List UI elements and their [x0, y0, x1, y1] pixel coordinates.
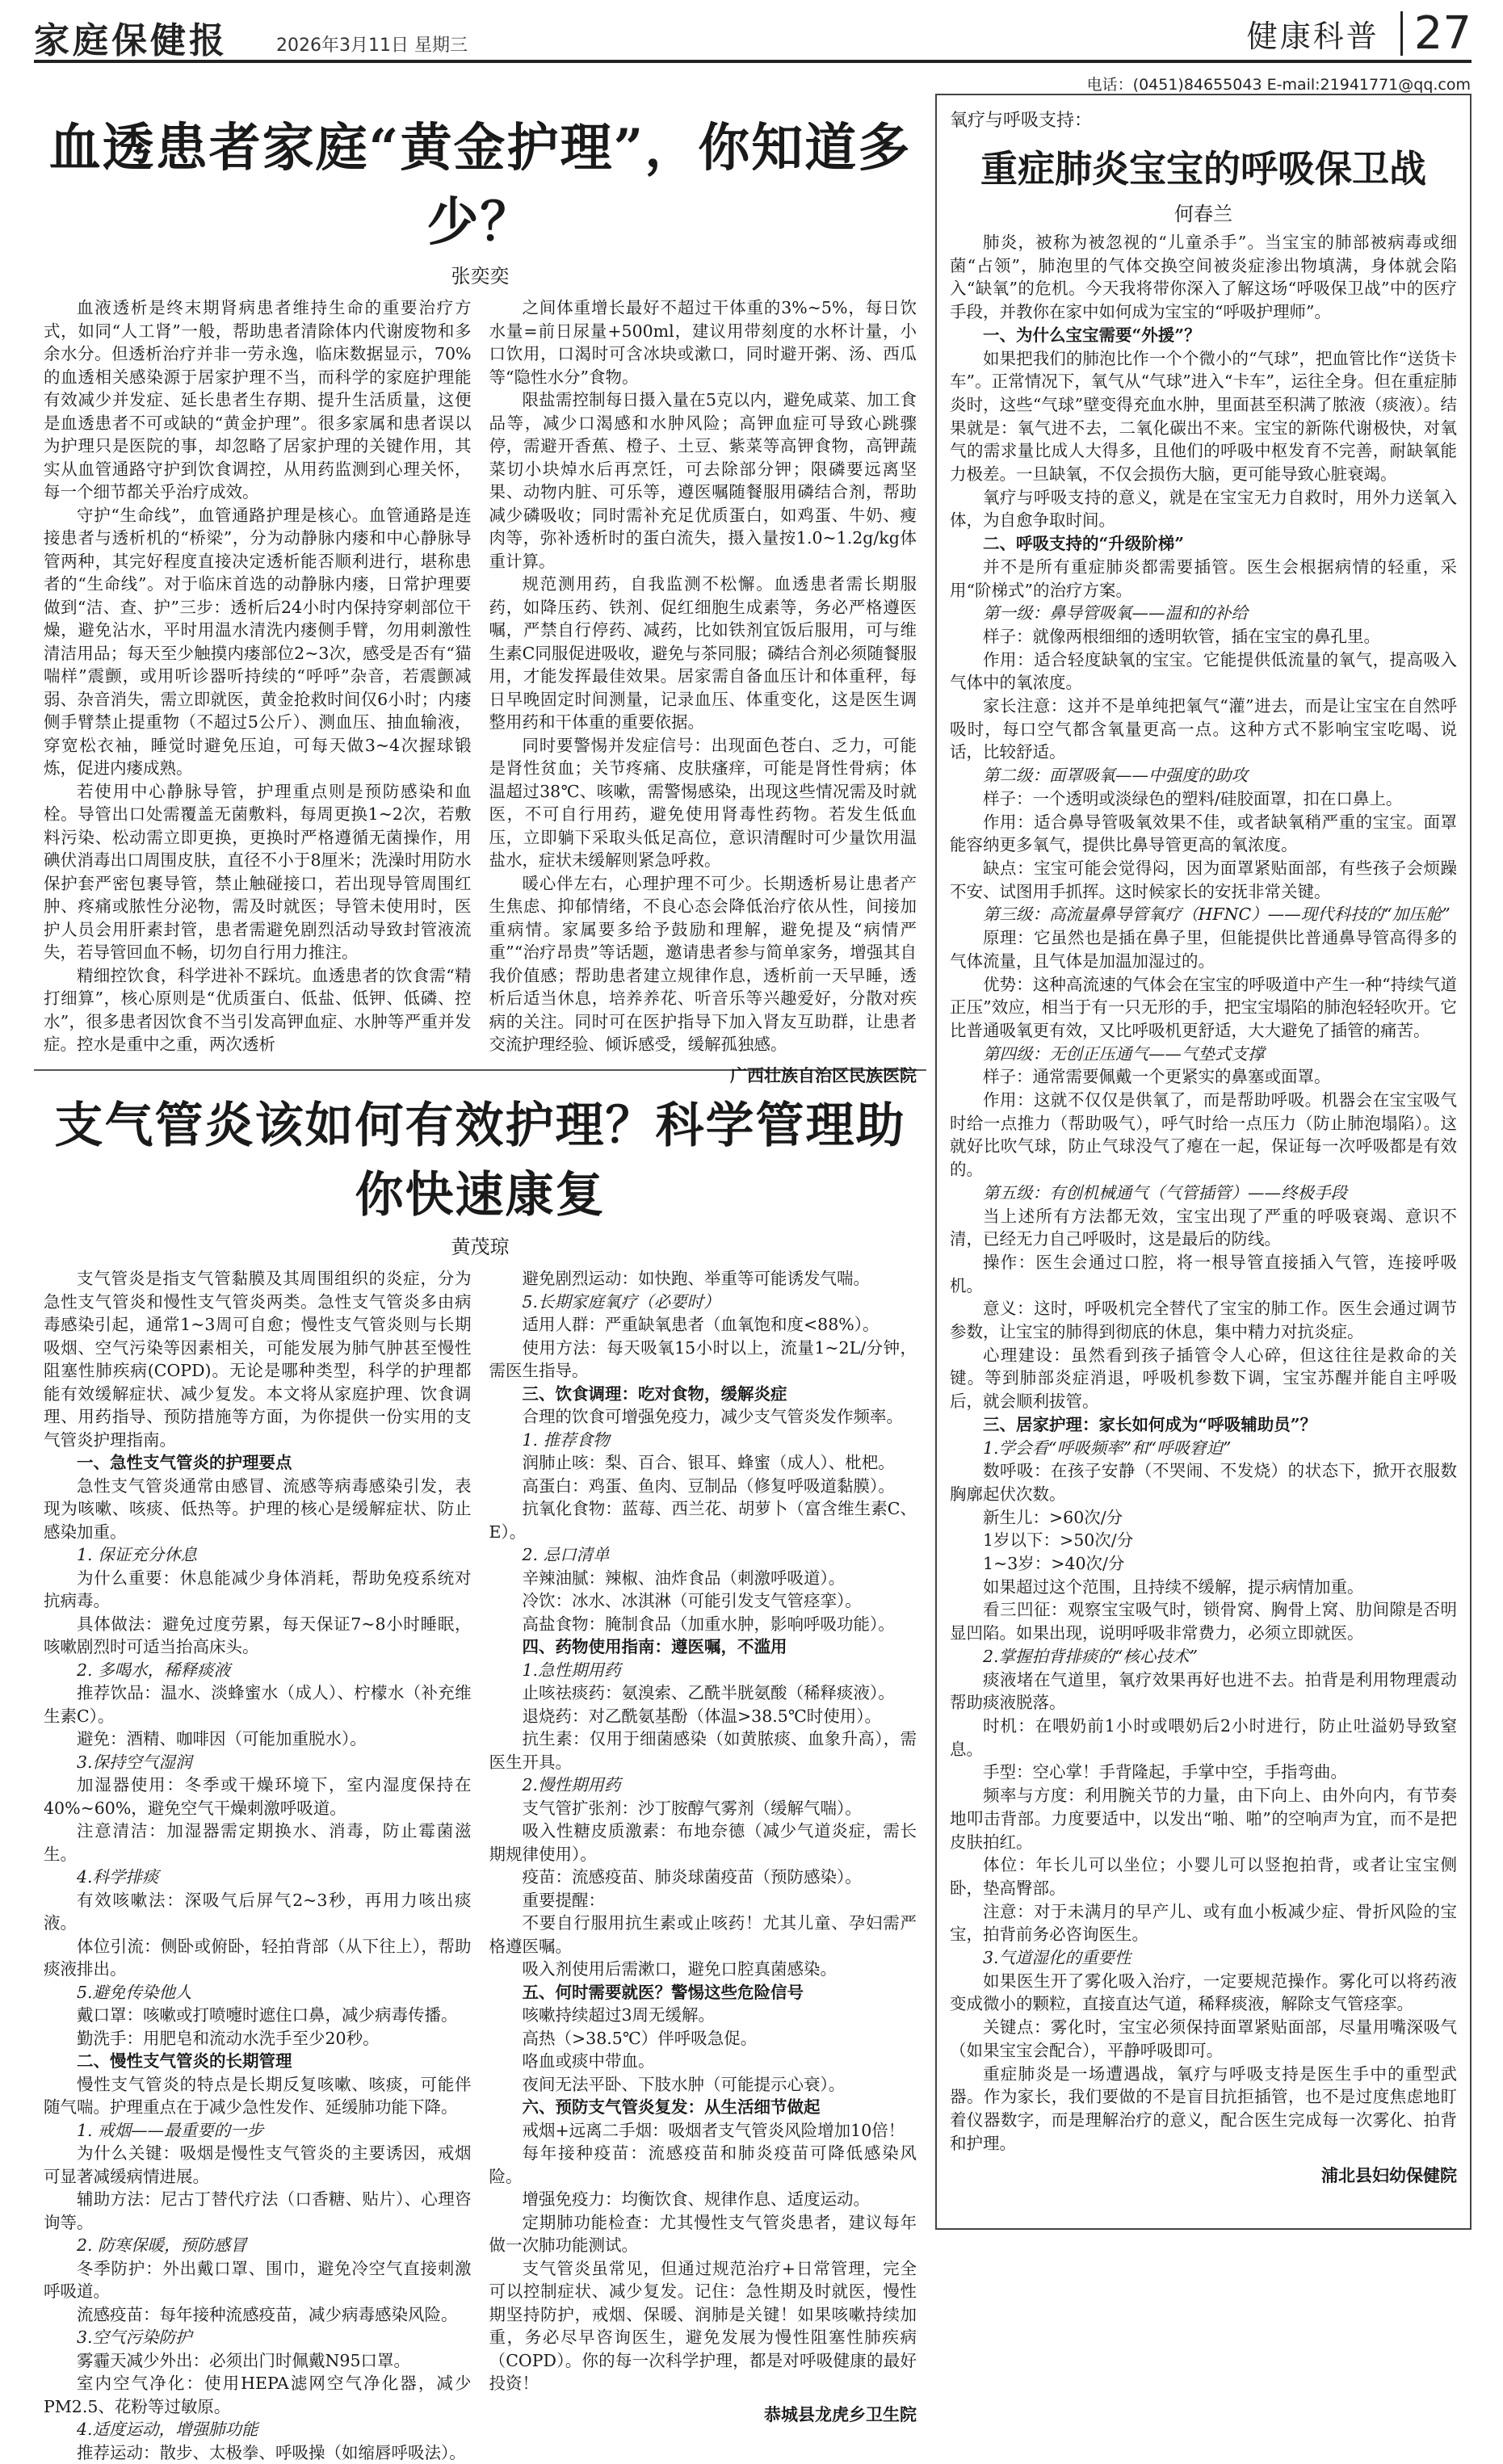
article-title: 重症肺炎宝宝的呼吸保卫战: [950, 140, 1457, 193]
section-heading: 二、慢性支气管炎的长期管理: [44, 2050, 472, 2073]
paragraph: 吸入性糖皮质激素：布地奈德（减少气道炎症，需长期规律使用）。: [489, 1820, 917, 1866]
paragraph: 为什么重要：休息能减少身体消耗，帮助免疫系统对抗病毒。: [44, 1567, 472, 1613]
paragraph: 吸入剂使用后需漱口，避免口腔真菌感染。: [489, 1958, 917, 1981]
paragraph: 室内空气净化：使用HEPA滤网空气净化器，减少PM2.5、花粉等过敏原。: [44, 2372, 472, 2418]
subsection-heading: 第五级：有创机械通气（气管插管）——终极手段: [950, 1182, 1457, 1205]
section-heading: 六、预防支气管炎复发：从生活细节做起: [489, 2096, 917, 2119]
paragraph: 作用：这就不仅仅是供氧了，而是帮助呼吸。机器会在宝宝吸气时给一点推力（帮助吸气），呼气时给一点压力（防止肺泡塌陷）。这就好比吹气球，防止气球没气了瘪在一起，保证每一次呼吸都是有效的。: [950, 1089, 1457, 1182]
paragraph: 急性支气管炎通常由感冒、流感等病毒感染引发，表现为咳嗽、咳痰、低热等。护理的核心是缓解症状、防止感染加重。: [44, 1475, 472, 1544]
article-title: 血透患者家庭“黄金护理”，你知道多少？: [34, 107, 926, 255]
paragraph: 并不是所有重症肺炎都需要插管。医生会根据病情的轻重，采用“阶梯式”的治疗方案。: [950, 556, 1457, 602]
article-column: [44, 1267, 472, 2464]
section-heading: 三、居家护理：家长如何成为“呼吸辅助员”？: [950, 1413, 1457, 1437]
paragraph: 避免剧烈运动：如快跑、举重等可能诱发气喘。: [489, 1267, 917, 1291]
paragraph: 样子：通常需要佩戴一个更紧实的鼻塞或面罩。: [950, 1065, 1457, 1089]
paragraph: 注意清洁：加湿器需定期换水、消毒，防止霉菌滋生。: [44, 1820, 472, 1866]
article-column: [950, 231, 1457, 2155]
paragraph: 操作：医生会通过口腔，将一根导管直接插入气管，连接呼吸机。: [950, 1251, 1457, 1297]
article-title: 支气管炎该如何有效护理？科学管理助你快速康复: [34, 1087, 926, 1226]
page-number: 27: [1403, 7, 1472, 60]
paragraph: 同时要警惕并发症信号：出现面色苍白、乏力，可能是肾性贫血；关节疼痛、皮肤瘙痒，可能是肾性骨病；体温超过38℃、咳嗽，需警惕感染，出现这些情况需及时就医，不可自行用药，避免使用肾毒性药物。若发生低血压，立即躺下采取头低足高位，意识清醒时可少量饮用温盐水，症状未缓解则紧急呼救。: [489, 734, 917, 872]
section-name: 健康科普: [1247, 11, 1403, 56]
paragraph: 戴口罩：咳嗽或打喷嚏时遮住口鼻，减少病毒传播。: [44, 2004, 472, 2027]
paragraph: 限盐需控制每日摄入量在5克以内，避免咸菜、加工食品等，减少口渴感和水肿风险；高钾血症可导致心跳骤停，需避开香蕉、橙子、土豆、紫菜等高钾食物，高钾蔬菜切小块焯水后再烹饪，可去除部分钾；限磷要远离坚果、动物内脏、可乐等，遵医嘱随餐服用磷结合剂，帮助减少磷吸收；同时需补充足优质蛋白，如鸡蛋、牛奶、瘦肉等，弥补透析时的蛋白流失，摄入量按1.0~1.2g/kg体重计算。: [489, 388, 917, 573]
paragraph: 适用人群：严重缺氧患者（血氧饱和度<88%）。: [489, 1313, 917, 1337]
paragraph: 痰液堵在气道里，氧疗效果再好也进不去。拍背是利用物理震动帮助痰液脱落。: [950, 1669, 1457, 1715]
subsection-heading: 2.慢性期用药: [489, 1773, 917, 1797]
paragraph: 夜间无法平卧、下肢水肿（可能提示心衰）。: [489, 2073, 917, 2097]
paragraph: 慢性支气管炎的特点是长期反复咳嗽、咳痰，可能伴随气喘。护理重点在于减少急性发作、延缓肺功能下降。: [44, 2073, 472, 2119]
subsection-heading: 第三级：高流量鼻导管氧疗（HFNC）——现代科技的“加压舱”: [950, 903, 1457, 926]
paragraph: 咳嗽持续超过3周无缓解。: [489, 2004, 917, 2027]
paragraph: 高热（>38.5℃）伴呼吸急促。: [489, 2027, 917, 2051]
paragraph: 肺炎，被称为被忽视的“儿童杀手”。当宝宝的肺部被病毒或细菌“占领”，肺泡里的气体交换空间被炎症渗出物填满，身体就会陷入“缺氧”的危机。今天我将带你深入了解这场“呼吸保卫战”中的医疗手段，并教你在家中如何成为宝宝的“呼吸护理师”。: [950, 231, 1457, 324]
subsection-heading: 3.气道湿化的重要性: [950, 1946, 1457, 1970]
subsection-heading: 1.急性期用药: [489, 1659, 917, 1682]
article-author: 张奕奕: [34, 260, 926, 288]
paragraph: 频率与方度：利用腕关节的力量，由下向上、由外向内，有节奏地叩击背部。力度要适中，以发出“啪、啪”的空响声为宜，而不是把皮肤拍红。: [950, 1784, 1457, 1853]
subsection-heading: 1. 推荐食物: [489, 1429, 917, 1452]
paragraph: 重要提醒：: [489, 1889, 917, 1912]
paragraph: 润肺止咳：梨、百合、银耳、蜂蜜（成人）、枇杷。: [489, 1451, 917, 1475]
paragraph: 原理：它虽然也是插在鼻子里，但能提供比普通鼻导管高得多的气体流量，且气体是加温加湿过的。: [950, 926, 1457, 972]
article-pneumonia: [935, 94, 1472, 2230]
paragraph: 作用：适合鼻导管吸氧效果不佳，或者缺氧稍严重的宝宝。面罩能容纳更多氧气，提供比鼻导管更高的氧浓度。: [950, 811, 1457, 857]
paragraph: 增强免疫力：均衡饮食、规律作息、适度运动。: [489, 2188, 917, 2211]
article-source: 广西壮族自治区民族医院: [489, 1064, 917, 1088]
paragraph: 辅助方法：尼古丁替代疗法（口香糖、贴片）、心理咨询等。: [44, 2188, 472, 2234]
subsection-heading: 第四级：无创正压通气——气垫式支撑: [950, 1043, 1457, 1066]
contact-line: 电话：(0451)84655043 E-mail:21941771@qq.com: [1087, 73, 1471, 94]
paragraph: 1~3岁：>40次/分: [950, 1552, 1457, 1576]
masthead-left: [34, 11, 468, 63]
paragraph: 数呼吸：在孩子安静（不哭闹、不发烧）的状态下，掀开衣服数胸廓起伏次数。: [950, 1459, 1457, 1505]
section-heading: 三、饮食调理：吃对食物，缓解炎症: [489, 1383, 917, 1406]
subsection-heading: 第一级：鼻导管吸氧——温和的补给: [950, 602, 1457, 625]
paragraph: 具体做法：避免过度劳累，每天保证7~8小时睡眠，咳嗽剧烈时可适当抬高床头。: [44, 1613, 472, 1659]
paragraph: 样子：就像两根细细的透明软管，插在宝宝的鼻孔里。: [950, 625, 1457, 649]
subsection-heading: 2.掌握拍背排痰的“核心技术”: [950, 1645, 1457, 1669]
section-heading: 一、急性支气管炎的护理要点: [44, 1451, 472, 1475]
article-columns: [34, 1267, 926, 2464]
paragraph: 勤洗手：用肥皂和流动水洗手至少20秒。: [44, 2027, 472, 2051]
paragraph: 每年接种疫苗：流感疫苗和肺炎疫苗可降低感染风险。: [489, 2142, 917, 2188]
paragraph: 戒烟+远离二手烟：吸烟者支气管炎风险增加10倍！: [489, 2119, 917, 2143]
masthead-right: [1247, 6, 1472, 60]
paragraph: 止咳祛痰药：氨溴索、乙酰半胱氨酸（稀释痰液）。: [489, 1681, 917, 1705]
paragraph: 退烧药：对乙酰氨基酚（体温>38.5℃时使用）。: [489, 1705, 917, 1728]
subsection-heading: 3.保持空气湿润: [44, 1751, 472, 1774]
section-heading: 二、呼吸支持的“升级阶梯”: [950, 532, 1457, 556]
paragraph: 支气管炎虽常见，但通过规范治疗+日常管理，完全可以控制症状、减少复发。记住：急性期及时就医，慢性期坚持防护，戒烟、保暖、润肺是关键！如果咳嗽持续加重，务必尽早咨询医生，避免发展为慢性阻塞性肺疾病（COPD）。你的每一次科学护理，都是对呼吸健康的最好投资！: [489, 2257, 917, 2395]
subsection-heading: 1. 保证充分休息: [44, 1543, 472, 1567]
paragraph: 暖心伴左右，心理护理不可少。长期透析易让患者产生焦虑、抑郁情绪，不良心态会降低治疗依从性，间接加重病情。家属要多给予鼓励和理解，避免提及“病情严重”“治疗昂贵”等话题，邀请患者参与简单家务，增强其自我价值感；帮助患者建立规律作息，透析前一天早睡，透析后适当休息，培养养花、听音乐等兴趣爱好，分散对疾病的关注。同时可在医护指导下加入肾友互助群，让患者交流护理经验、倾诉感受，缓解孤独感。: [489, 872, 917, 1056]
paragraph: 支气管炎是指支气管黏膜及其周围组织的炎症，分为急性支气管炎和慢性支气管炎两类。急性支气管炎多由病毒感染引起，通常1~3周可自愈；慢性支气管炎则与长期吸烟、空气污染等因素相关，可能发展为肺气肿甚至慢性阻塞性肺疾病(COPD)。无论是哪种类型，科学的护理都能有效缓解症状、减少复发。本文将从家庭护理、饮食调理、用药指导、预防措施等方面，为你提供一份实用的支气管炎护理指南。: [44, 1267, 472, 1451]
paragraph: 高盐食物：腌制食品（加重水肿，影响呼吸功能）。: [489, 1613, 917, 1636]
paragraph: 精细控饮食，科学进补不踩坑。血透患者的饮食需“精打细算”，核心原则是“优质蛋白、低盐、低钾、低磷、控水”，很多患者因饮食不当引发高钾血症、水肿等严重并发症。控水是重中之重，两次透析: [44, 964, 472, 1056]
paragraph: 时机：在喂奶前1小时或喂奶后2小时进行，防止吐溢奶导致窒息。: [950, 1715, 1457, 1761]
paragraph: 守护“生命线”，血管通路护理是核心。血管通路是连接患者与透析机的“桥梁”，分为动静脉内瘘和中心静脉导管两种，其完好程度直接决定透析能否顺利进行，堪称患者的“生命线”。对于临床首选的动静脉内瘘，日常护理要做到“洁、查、护”三步：透析后24小时内保持穿刺部位干燥，避免沾水，平时用温水清洗内瘘侧手臂，勿用刺激性清洁用品；每天至少触摸内瘘部位2~3次，感受是否有“猫喘样”震颤，或用听诊器听持续的“呼呼”杂音，若震颤减弱、杂音消失，需立即就医，黄金抢救时间仅6小时；内瘘侧手臂禁止提重物（不超过5公斤）、测血压、抽血输液，穿宽松衣袖，睡觉时避免压迫，可每天做3~4次握球锻炼，促进内瘘成熟。: [44, 504, 472, 780]
paragraph: 加湿器使用：冬季或干燥环境下，室内湿度保持在40%~60%，避免空气干燥刺激呼吸道。: [44, 1773, 472, 1820]
paragraph: 推荐运动：散步、太极拳、呼吸操（如缩唇呼吸法）。: [44, 2441, 472, 2464]
subsection-heading: 2. 忌口清单: [489, 1543, 917, 1567]
section-heading: 一、为什么宝宝需要“外援”？: [950, 324, 1457, 347]
subsection-heading: 第二级：面罩吸氧——中强度的助攻: [950, 764, 1457, 787]
paragraph: 意义：这时，呼吸机完全替代了宝宝的肺工作。医生会通过调节参数，让宝宝的肺得到彻底的休息，集中精力对抗炎症。: [950, 1297, 1457, 1343]
paragraph: 辛辣油腻：辣椒、油炸食品（刺激呼吸道）。: [489, 1567, 917, 1590]
paragraph: 手型：空心掌！手背隆起，手掌中空，手指弯曲。: [950, 1761, 1457, 1784]
paragraph: 样子：一个透明或淡绿色的塑料/硅胶面罩，扣在口鼻上。: [950, 787, 1457, 811]
paragraph: 1岁以下：>50次/分: [950, 1529, 1457, 1552]
article-author: 黄茂琼: [34, 1231, 926, 1259]
section-heading: 五、何时需要就医？警惕这些危险信号: [489, 1981, 917, 2004]
paragraph: 为什么关键：吸烟是慢性支气管炎的主要诱因，戒烟可显著减缓病情进展。: [44, 2142, 472, 2188]
article-source: 浦北县妇幼保健院: [950, 2163, 1457, 2187]
subsection-heading: 2. 防寒保暖，预防感冒: [44, 2234, 472, 2257]
paragraph: 之间体重增长最好不超过干体重的3%~5%，每日饮水量=前日尿量+500ml，建议用带刻度的水杯计量，小口饮用，口渴时可含冰块或漱口，同时避开粥、汤、西瓜等“隐性水分”食物。: [489, 296, 917, 388]
subsection-heading: 4.适度运动，增强肺功能: [44, 2418, 472, 2441]
article-column: [489, 296, 917, 1087]
paragraph: 如果把我们的肺泡比作一个个微小的“气球”，把血管比作“送货卡车”。正常情况下，氧气从“气球”进入“卡车”，运往全身。但在重症肺炎时，这些“气球”壁变得充血水肿，里面甚至积满了脓液（痰液）。结果就是：氧气进不去，二氧化碳出不来。宝宝的新陈代谢极快，对氧气的需求量比成人大得多，且他们的呼吸中枢发育不完善，耐缺氧能力极差。一旦缺氧，不仅会损伤大脑，更可能导致心脏衰竭。: [950, 347, 1457, 486]
article-columns: [34, 296, 926, 1087]
paragraph: 优势：这种高流速的气体会在宝宝的呼吸道中产生一种“持续气道正压”效应，相当于有一只无形的手，把宝宝塌陷的肺泡轻轻吹开。它比普通吸氧更有效，又比呼吸机更舒适，大大避免了插管的痛苦。: [950, 973, 1457, 1043]
paragraph: 抗氧化食物：蓝莓、西兰花、胡萝卜（富含维生素C、E）。: [489, 1497, 917, 1543]
paragraph: 定期肺功能检查：尤其慢性支气管炎患者，建议每年做一次肺功能测试。: [489, 2211, 917, 2257]
paragraph: 合理的饮食可增强免疫力，减少支气管炎发作频率。: [489, 1405, 917, 1429]
paragraph: 注意：对于未满月的早产儿、或有血小板减少症、骨折风险的宝宝，拍背前务必咨询医生。: [950, 1900, 1457, 1946]
publication-date: 2026年3月11日 星期三: [276, 31, 468, 57]
paragraph: 抗生素：仅用于细菌感染（如黄脓痰、血象升高），需医生开具。: [489, 1727, 917, 1773]
paragraph: 如果超过这个范围，且持续不缓解，提示病情加重。: [950, 1576, 1457, 1599]
article-source: 恭城县龙虎乡卫生院: [489, 2403, 917, 2427]
column-body: [489, 296, 917, 1056]
paragraph: 使用方法：每天吸氧15小时以上，流量1~2L/分钟，需医生指导。: [489, 1337, 917, 1383]
paragraph: 疫苗：流感疫苗、肺炎球菌疫苗（预防感染）。: [489, 1866, 917, 1889]
paragraph: 雾霾天减少外出：必须出门时佩戴N95口罩。: [44, 2349, 472, 2373]
article-author: 何春兰: [950, 198, 1457, 226]
paragraph: 心理建设：虽然看到孩子插管令人心碎，但这往往是救命的关键。等到肺部炎症消退，呼吸机参数下调，宝宝苏醒并能自主呼吸后，就会顺利拔管。: [950, 1344, 1457, 1413]
paragraph: 高蛋白：鸡蛋、鱼肉、豆制品（修复呼吸道黏膜）。: [489, 1475, 917, 1498]
paragraph: 支气管扩张剂：沙丁胺醇气雾剂（缓解气喘）。: [489, 1797, 917, 1820]
subsection-heading: 1.学会看“呼吸频率”和“呼吸窘迫”: [950, 1437, 1457, 1460]
paragraph: 氧疗与呼吸支持的意义，就是在宝宝无力自救时，用外力送氧入体，为自愈争取时间。: [950, 486, 1457, 532]
paragraph: 新生儿：>60次/分: [950, 1506, 1457, 1530]
paragraph: 家长注意：这并不是单纯把氧气“灌”进去，而是让宝宝在自然呼吸时，每口空气都含氧量更高一点。这种方式不影响宝宝吃喝、说话，比较舒适。: [950, 695, 1457, 764]
section-heading: 四、药物使用指南：遵医嘱，不滥用: [489, 1635, 917, 1659]
subsection-heading: 4.科学排痰: [44, 1866, 472, 1889]
paragraph: 冬季防护：外出戴口罩、围巾，避免冷空气直接刺激呼吸道。: [44, 2257, 472, 2303]
paragraph: 重症肺炎是一场遭遇战，氧疗与呼吸支持是医生手中的重型武器。作为家长，我们要做的不是盲目抗拒插管，也不是过度焦虑地盯着仪器数字，而是理解治疗的意义，配合医生完成每一次雾化、拍背和护理。: [950, 2063, 1457, 2155]
paragraph: 体位引流：侧卧或俯卧，轻拍背部（从下往上），帮助痰液排出。: [44, 1935, 472, 1981]
paragraph: 咯血或痰中带血。: [489, 2050, 917, 2073]
article-kicker: 氧疗与呼吸支持：: [950, 107, 1457, 132]
subsection-heading: 5.避免传染他人: [44, 1981, 472, 2004]
paragraph: 关键点：雾化时，宝宝必须保持面罩紧贴面部，尽量用嘴深吸气（如果宝宝会配合），平静呼吸即可。: [950, 2016, 1457, 2062]
paragraph: 缺点：宝宝可能会觉得闷，因为面罩紧贴面部，有些孩子会烦躁不安、试图用手抓挥。这时候家长的安抚非常关键。: [950, 857, 1457, 903]
article-dialysis: [34, 94, 926, 1071]
paragraph: 血液透析是终末期肾病患者维持生命的重要治疗方式，如同“人工肾”一般，帮助患者清除体内代谢废物和多余水分。但透析治疗并非一劳永逸，临床数据显示，70%的血透相关感染源于居家护理不当，而科学的家庭护理能有效减少并发症、延长患者生存期、提升生活质量，这便是血透患者不可或缺的“黄金护理”。很多家属和患者误以为护理只是医院的事，却忽略了居家护理的关键作用，其实从血管通路守护到饮食调控，从用药监测到心理关怀，每一个细节都关乎治疗成效。: [44, 296, 472, 504]
paragraph: 作用：适合轻度缺氧的宝宝。它能提供低流量的氧气，提高吸入气体中的氧浓度。: [950, 649, 1457, 695]
column-body: [489, 1267, 917, 2395]
masthead: [34, 6, 1472, 63]
article-bronchitis: [34, 1082, 926, 2229]
subsection-heading: 2. 多喝水，稀释痰液: [44, 1659, 472, 1682]
paragraph: 冷饮：冰水、冰淇淋（可能引发支气管痉挛）。: [489, 1589, 917, 1613]
subsection-heading: 1. 戒烟——最重要的一步: [44, 2119, 472, 2143]
article-column: [489, 1267, 917, 2464]
paragraph: 若使用中心静脉导管，护理重点则是预防感染和血栓。导管出口处需覆盖无菌敷料，每周更换1~2次，若敷料污染、松动需立即更换，更换时严格遵循无菌操作，用碘伏消毒出口周围皮肤，直径不小于8厘米；洗澡时用防水保护套严密包裹导管，禁止触碰接口，若出现导管周围红肿、疼痛或脓性分泌物，需及时就医；导管未使用时，医护人员会用肝素封管，患者需避免剧烈活动导致封管液流失，若导管回血不畅，切勿自行用力推注。: [44, 780, 472, 964]
paragraph: 如果医生开了雾化吸入治疗，一定要规范操作。雾化可以将药液变成微小的颗粒，直接直达气道，稀释痰液，解除支气管痉挛。: [950, 1970, 1457, 2016]
paragraph: 体位：年长儿可以坐位；小婴儿可以竖抱拍背，或者让宝宝侧卧，垫高臀部。: [950, 1853, 1457, 1899]
paragraph: 有效咳嗽法：深吸气后屏气2~3秒，再用力咳出痰液。: [44, 1889, 472, 1935]
subsection-heading: 3.空气污染防护: [44, 2326, 472, 2349]
article-column: [44, 296, 472, 1087]
paragraph: 流感疫苗：每年接种流感疫苗，减少病毒感染风险。: [44, 2303, 472, 2327]
paragraph: 看三凹征：观察宝宝吸气时，锁骨窝、胸骨上窝、肋间隙是否明显凹陷。如果出现，说明呼吸非常费力，必须立即就医。: [950, 1598, 1457, 1644]
paragraph: 推荐饮品：温水、淡蜂蜜水（成人）、柠檬水（补充维生素C）。: [44, 1681, 472, 1727]
paper-name: 家庭保健报: [34, 11, 228, 63]
paragraph: 规范测用药，自我监测不松懈。血透患者需长期服药，如降压药、铁剂、促红细胞生成素等，务必严格遵医嘱，严禁自行停药、减药，比如铁剂宜饭后服用，可与维生素C同服促进吸收，避免与茶同服；磷结合剂必须随餐服用，才能发挥最佳效果。居家需自备血压计和体重秤，每日早晚固定时间测量，记录血压、体重变化，这是医生调整用药和干体重的重要依据。: [489, 573, 917, 734]
paragraph: 不要自行服用抗生素或止咳药！尤其儿童、孕妇需严格遵医嘱。: [489, 1912, 917, 1958]
paragraph: 当上述所有方法都无效，宝宝出现了严重的呼吸衰竭、意识不清，已经无力自己呼吸时，这是最后的防线。: [950, 1205, 1457, 1251]
subsection-heading: 5.长期家庭氧疗（必要时）: [489, 1291, 917, 1314]
paragraph: 避免：酒精、咖啡因（可能加重脱水）。: [44, 1727, 472, 1751]
